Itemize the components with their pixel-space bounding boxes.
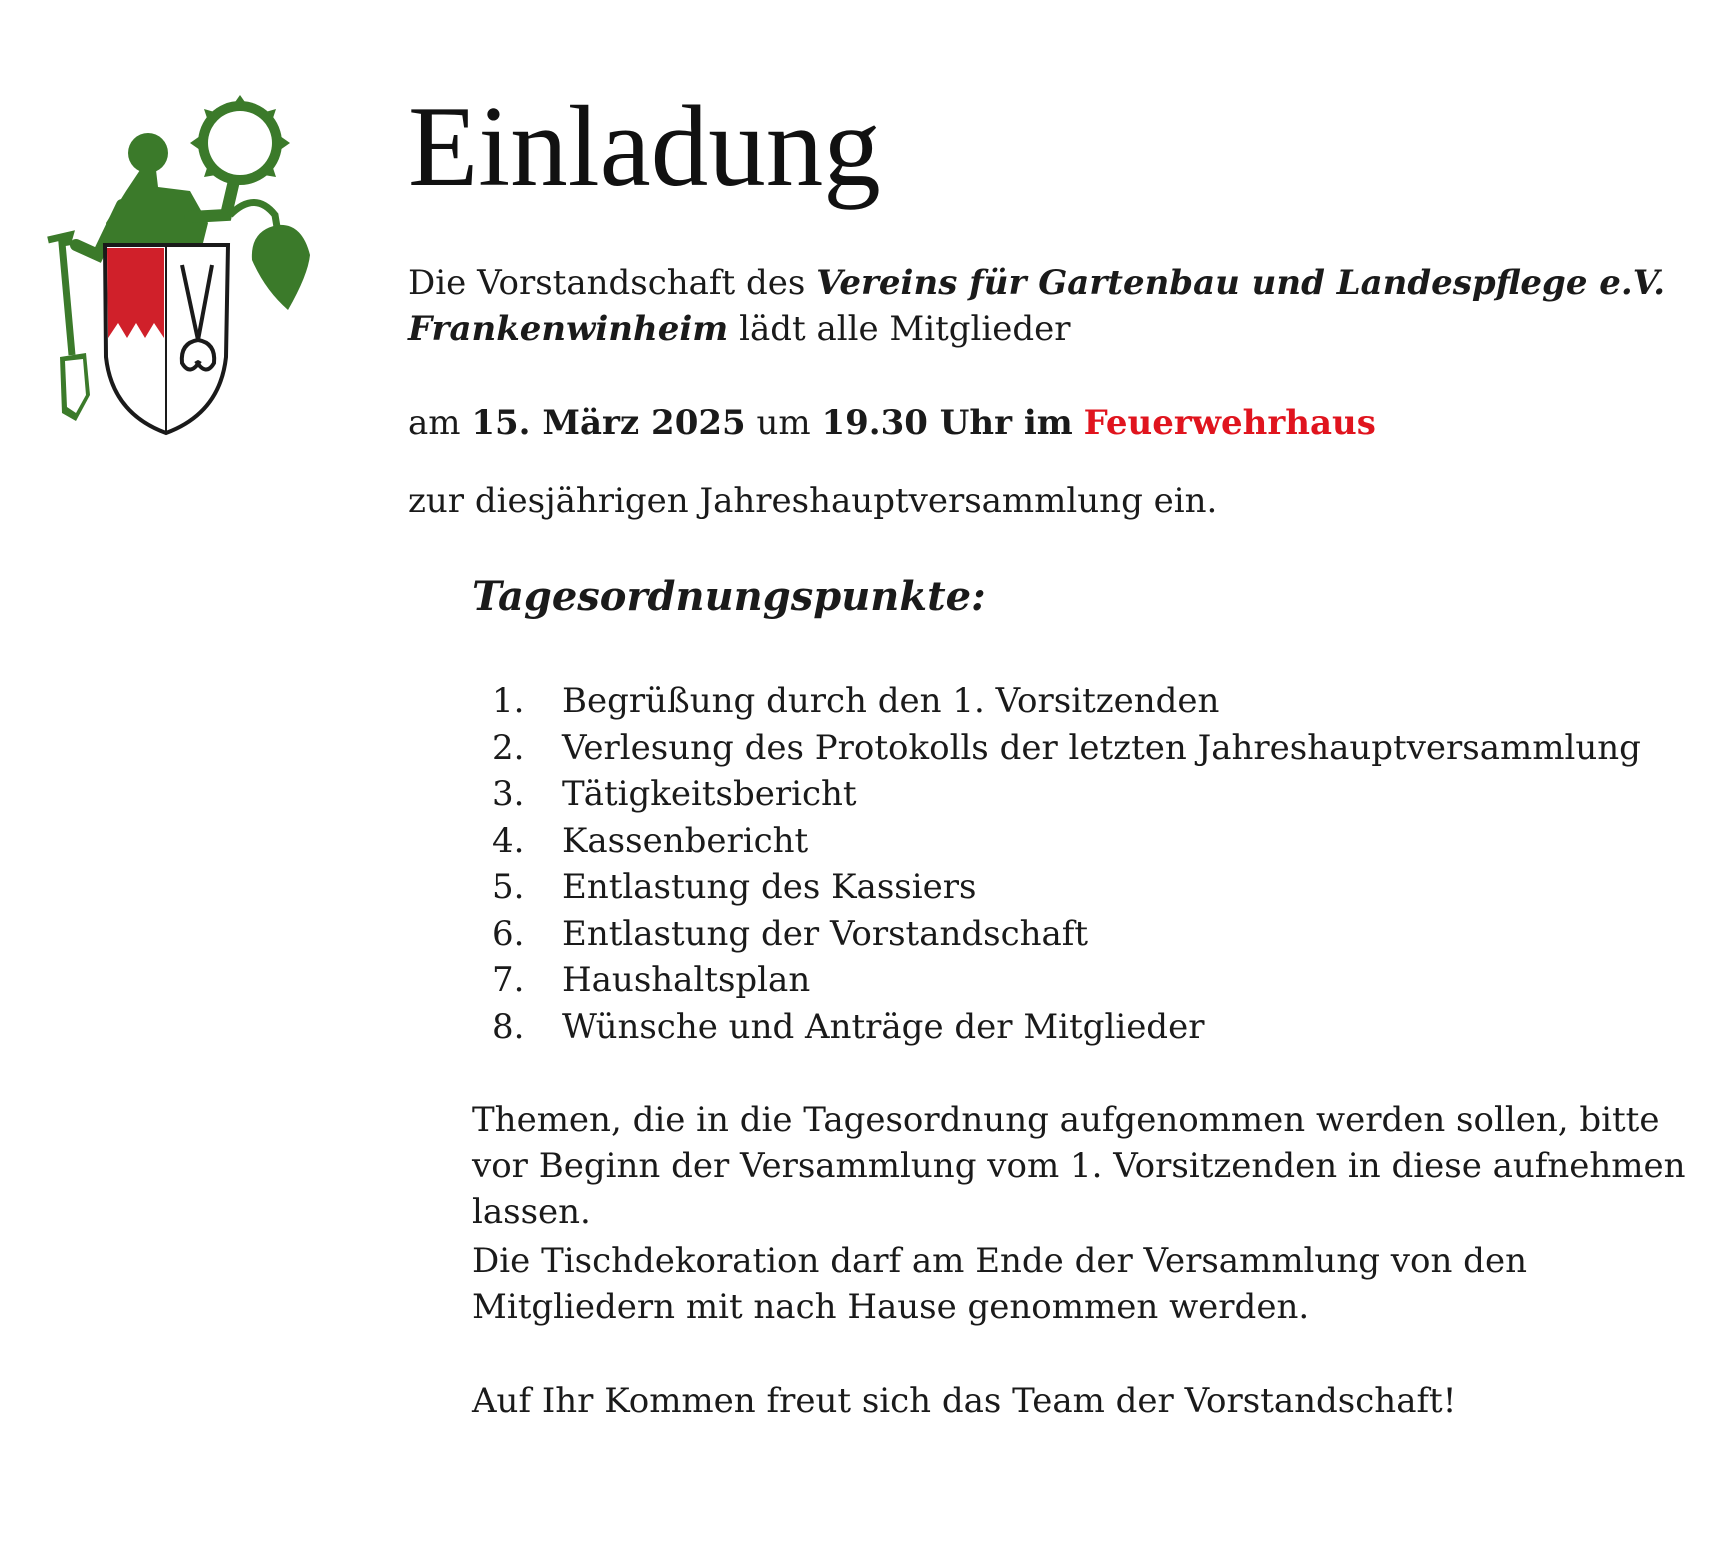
- closing-line: Auf Ihr Kommen freut sich das Team der Vorstandschaft!: [472, 1381, 1457, 1421]
- agenda-item: [472, 1004, 1641, 1051]
- meeting-um: um: [745, 403, 822, 443]
- agenda-item-number: 4.: [492, 820, 525, 861]
- agenda-item-number: 2.: [492, 727, 525, 768]
- agenda-item-number: 8.: [492, 1006, 525, 1047]
- agenda-item-text: Verlesung des Protokolls der letzten Jahreshauptversammlung: [562, 727, 1641, 768]
- intro-prefix: Die Vorstandschaft des: [408, 263, 817, 303]
- meeting-details: [408, 400, 1376, 446]
- garden-association-logo-icon: [40, 95, 325, 440]
- association-town: Frankenwinheim: [408, 309, 729, 349]
- agenda-item-number: 7.: [492, 960, 525, 1000]
- meeting-time: 19.30 Uhr im: [821, 403, 1073, 443]
- agenda-item: [472, 864, 1641, 911]
- note-table-decoration: Die Tischdekoration darf am Ende der Versammlung von den Mitgliedern mit nach Hause genommen werden.: [472, 1241, 1527, 1327]
- agenda-item-text: Entlastung des Kassiers: [562, 867, 977, 907]
- agenda-title: Tagesordnungspunkte:: [472, 573, 986, 620]
- agenda-item-text: Tätigkeitsbericht: [562, 774, 857, 814]
- agenda-item: [472, 818, 1641, 865]
- meeting-date: 15. März 2025: [471, 403, 746, 443]
- meeting-am: am: [408, 403, 472, 443]
- agenda-item: [472, 725, 1641, 772]
- intro-suffix: lädt alle Mitglieder: [728, 309, 1071, 349]
- page-title: Einladung: [408, 83, 881, 210]
- agenda-item-text: Haushaltsplan: [562, 960, 811, 1000]
- agenda-item: [472, 771, 1641, 818]
- purpose-text: zur diesjährigen Jahreshauptversammlung ein.: [408, 481, 1218, 521]
- agenda-item: [472, 957, 1641, 1004]
- agenda-item: [472, 911, 1641, 958]
- agenda-item: [472, 678, 1641, 725]
- agenda-item-number: 5.: [492, 867, 525, 907]
- agenda-item-text: Kassenbericht: [562, 820, 809, 861]
- agenda-item-text: Begrüßung durch den 1. Vorsitzenden: [562, 681, 1220, 721]
- association-name: Vereins für Gartenbau und Landespflege e.V.: [816, 263, 1666, 303]
- agenda-item-number: 3.: [492, 774, 525, 814]
- agenda-item-text: Entlastung der Vorstandschaft: [562, 913, 1089, 954]
- note-agenda-topics: Themen, die in die Tagesordnung aufgenommen werden sollen, bitte vor Beginn der Versammlung vom 1. Vorsitzenden in diese aufnehmen lassen.: [472, 1100, 1686, 1232]
- meeting-venue: Feuerwehrhaus: [1083, 403, 1376, 443]
- agenda-item-number: 6.: [492, 913, 525, 954]
- intro-text: [408, 260, 1708, 352]
- agenda-item-number: 1.: [492, 681, 525, 721]
- agenda-item-text: Wünsche und Anträge der Mitglieder: [562, 1006, 1205, 1047]
- agenda-list: [472, 678, 1641, 1050]
